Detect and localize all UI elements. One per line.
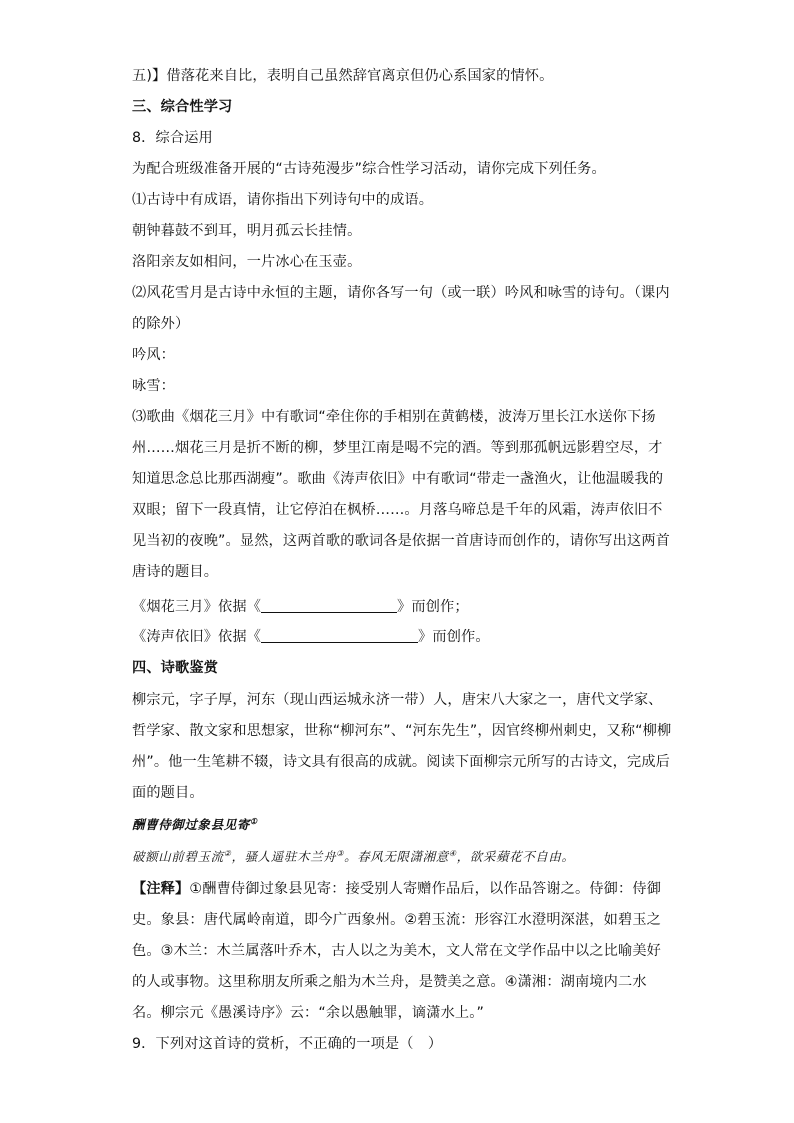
poem-text: ，骚人遥驻木兰舟: [231, 849, 337, 864]
answer-prefix: 《烟花三月》依据《: [132, 599, 262, 615]
text-line: 为配合班级准备开展的“古诗苑漫步”综合性学习活动，请你完成下列任务。: [132, 161, 606, 177]
notes-line: [132, 879, 661, 899]
notes-text: ①酬曹侍御过象县见寄：接受别人寄赠作品后，以作品答谢之。侍御：侍御: [189, 881, 662, 897]
footnote-mark: ②: [223, 849, 232, 858]
text-line: 哲学家、散文家和思想家，世称“柳河东”、“河东先生”，因官终柳州刺史，又称“柳柳: [132, 723, 672, 739]
answer-line-1: [132, 597, 469, 617]
footnote-mark: ①: [249, 816, 258, 826]
text-line: 五)】借落花来自比，表明自己虽然辞官离京但仍心系国家的情怀。: [132, 68, 554, 84]
text-line: ⑵风花雪月是古诗中永恒的主题，请你各写一句（或一联）吟风和咏雪的诗句。（课内: [132, 285, 670, 301]
footnote-mark: ③: [336, 849, 345, 858]
section-heading: 四、诗歌鉴赏: [132, 660, 219, 676]
answer-suffix: 》而创作。: [418, 629, 490, 645]
text-line: ⑶歌曲《烟花三月》中有歌词“牵住你的手相别在黄鹤楼，波涛万里长江水送你下扬: [132, 409, 656, 425]
text-line: 的除外）: [132, 316, 190, 332]
text-line: 唐诗的题目。: [132, 564, 219, 580]
question-heading: 8．综合运用: [132, 130, 213, 146]
text-line: 名。柳宗元《愚溪诗序》云：“余以愚触罪，谪潇水上。”: [132, 1005, 485, 1021]
poem-body: [132, 847, 575, 867]
poem-title-text: 酬曹侍御过象县见寄: [132, 817, 250, 832]
text-line: 的人或事物。这里称朋友所乘之船为木兰舟，是赞美之意。④潇湘：湖南境内二水: [132, 974, 647, 990]
text-line: 知道思念总比那西湖瘦”。歌曲《涛声依旧》中有歌词“带走一盏渔火，让他温暖我的: [132, 471, 664, 487]
text-line: 色。③木兰：木兰属落叶乔木，古人以之为美木，文人常在文学作品中以之比喻美好: [132, 943, 662, 959]
answer-blank-1[interactable]: [261, 598, 397, 613]
footnote-mark: ④: [448, 849, 457, 858]
text-line: ⑴古诗中有成语，请你指出下列诗句中的成语。: [132, 192, 434, 208]
text-line: 州”。他一生笔耕不辍，诗文具有很高的成就。阅读下面柳宗元所写的古诗文，完成后: [132, 754, 670, 770]
answer-suffix: 》而创作；: [397, 599, 469, 615]
answer-label-snow: 咏雪：: [132, 378, 176, 394]
poem-text: 。春风无限潇湘意: [344, 849, 449, 864]
text-line: 双眼；留下一段真情，让它停泊在枫桥……。月落乌啼总是千年的风霜，涛声依旧不: [132, 502, 663, 518]
poem-text: 破额山前碧玉流: [132, 849, 224, 864]
notes-label: 【注释】: [132, 881, 190, 897]
text-line: 洛阳亲友如相问，一片冰心在玉壶。: [132, 254, 362, 270]
question-heading: 9．下列对这首诗的赏析，不正确的一项是（ ）: [132, 1036, 443, 1052]
poem-text: ，欲采蘋花不自由。: [456, 849, 575, 864]
text-line: 面的题目。: [132, 785, 204, 801]
text-line: 朝钟暮鼓不到耳，明月孤云长挂情。: [132, 223, 362, 239]
answer-blank-2[interactable]: [261, 628, 418, 643]
poem-title: [132, 815, 258, 835]
text-line: 柳宗元，字子厚，河东（现山西运城永济一带）人，唐宋八大家之一，唐代文学家、: [132, 692, 663, 708]
text-line: 见当初的夜晚”。显然，这两首歌的歌词各是依据一首唐诗而创作的，请你写出这两首: [132, 533, 670, 549]
answer-prefix: 《涛声依旧》依据《: [132, 629, 262, 645]
answer-label-wind: 吟风：: [132, 347, 176, 363]
answer-line-2: [132, 627, 490, 647]
text-line: 史。象县：唐代属岭南道，即今广西象州。②碧玉流：形容江水澄明深湛，如碧玉之: [132, 912, 662, 928]
section-heading: 三、综合性学习: [132, 99, 233, 115]
text-line: 州……烟花三月是折不断的柳，梦里江南是喝不完的酒。等到那孤帆远影碧空尽，才: [132, 440, 663, 456]
